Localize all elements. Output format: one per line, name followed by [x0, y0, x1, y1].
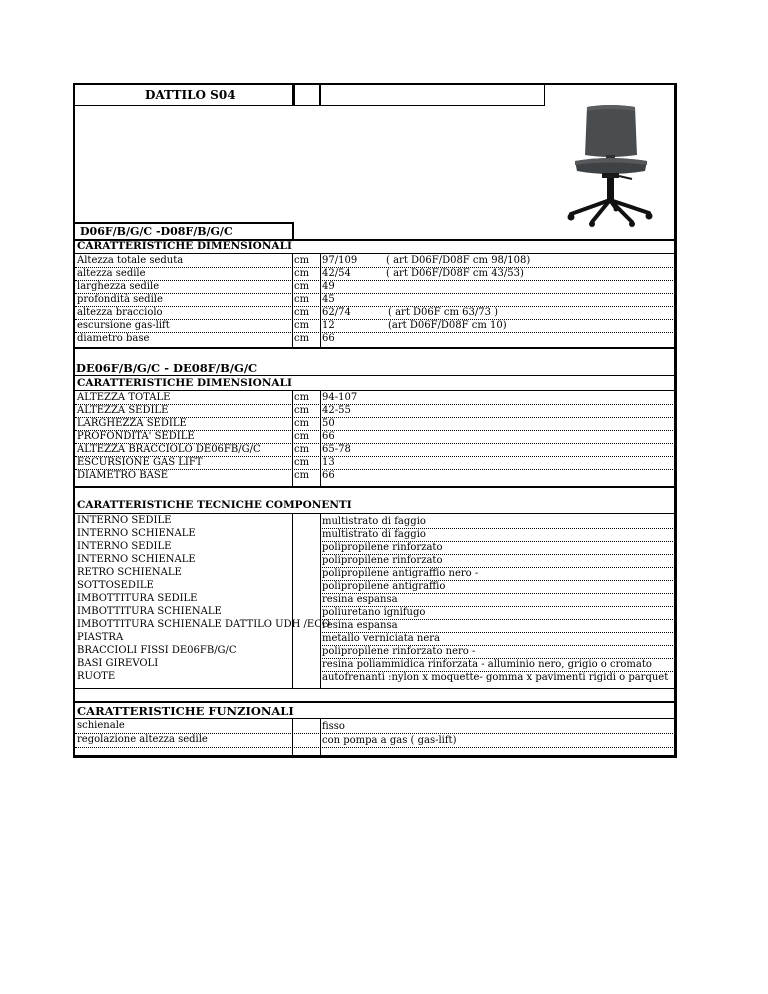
section1-heading: CARATTERISTICHE DIMENSIONALI [77, 240, 292, 252]
chair-image [559, 103, 661, 227]
table-row: DIAMETRO BASE [77, 470, 169, 481]
table-row: INTERNO SEDILE [77, 515, 172, 526]
table-row: LARGHEZZA SEDILE [77, 418, 187, 429]
table-row: INTERNO SEDILE [77, 541, 172, 552]
table-row: BRACCIOLI FISSI DE06FB/G/C [77, 645, 237, 656]
table-row: PIASTRA [77, 632, 124, 643]
table-row: IMBOTTITURA SEDILE [77, 593, 198, 604]
section4-heading: CARATTERISTICHE FUNZIONALI [77, 704, 294, 718]
header-divider [75, 105, 545, 106]
table-row: RETRO SCHIENALE [77, 567, 182, 578]
table-row: ALTEZZA BRACCIOLO DE06FB/G/C [77, 444, 261, 455]
table-row: IMBOTTITURA SCHIENALE [77, 606, 222, 617]
section3-heading: CARATTERISTICHE TECNICHE COMPONENTI [77, 499, 352, 511]
table-row: SOTTOSEDILE [77, 580, 154, 591]
table-row: ALTEZZA SEDILE [77, 405, 169, 416]
table-row: schienale [77, 720, 125, 731]
table-row: RUOTE [77, 671, 116, 682]
page-title: DATTILO S04 [145, 88, 236, 102]
table-row: regolazione altezza sedile [77, 734, 208, 745]
section2-heading: CARATTERISTICHE DIMENSIONALI [77, 377, 292, 389]
table-row: IMBOTTITURA SCHIENALE DATTILO UDH /ECO [77, 619, 331, 630]
table-row: BASI GIREVOLI [77, 658, 159, 669]
product-sheet: DATTILO S04 D06F/B/G/C -D08F/B/G/C CARATTERISTICHE DIMENSIONALI Altezza totale seduta cm 97/109 ( art D06F/D08F cm 98/108) altezza sedile cm 42/54 ( art D06F/D08F cm 43/53) larghezza sedile cm 49 profondità sedile cm 45 altezza bracciolo cm 62/74 ( art D06F cm 63/73 ) escursione gas-lift cm 12 (art D06F/D08F cm 10) diametro base cm 66 DE06F/B/G/C - DE08F/B/G/C CARATTERISTICHE DIMENSIONALI ALTEZZA TOTALE cm 94-107 ALTEZZA SEDILE cm 42-55 LARGHEZZA SEDILE cm 50 PROFONDITA' SEDILE cm 66 ALTEZZA BRACCIOLO DE06FB/G/C cm 65-78 ESCURSIONE GAS LIFT cm 13 DIAMETRO BASE cm 66 CARATTERISTICHE TECNICHE COMPONENTI INTERNO SEDILE multistrato di faggio INTERNO SCHIENALE multistrato di faggio INTERNO SEDILE polipropilene rinforzato INTERNO SCHIENALE polipropilene rinforzato RETRO SCHIENALE polipropilene antigraffio nero - SOTTOSEDILE polipropilene antigraffio IMBOTTITURA SEDILE resina espansa IMBOTTITURA SCHIENALE poliuretano ignifugo IMBOTTITURA SCHIENALE DATTILO UDH /ECO resina espansa PIASTRA metallo verniciata nera BRACCIOLI FISSI DE06FB/G/C polipropilene rinforzato nero - BASI GIREVOLI resina poliammidica rinforzata - alluminio nero, grigio o cromato RUOTE autofrenanti :nylon x moquette- gomma x pavimenti rigidi o parquet CARATTERISTICHE FUNZIONALI schienale fisso regolazione altezza sedile con pompa a gas ( gas-lift) [73, 83, 677, 758]
table-row: PROFONDITA' SEDILE [77, 431, 195, 442]
table-row: INTERNO SCHIENALE [77, 554, 196, 565]
section2-codes: DE06F/B/G/C - DE08F/B/G/C [76, 361, 258, 375]
table-row: ESCURSIONE GAS LIFT [77, 457, 203, 468]
table-row: ALTEZZA TOTALE [77, 392, 171, 403]
product-codes: D06F/B/G/C -D08F/B/G/C [80, 225, 233, 238]
table-row: INTERNO SCHIENALE [77, 528, 196, 539]
